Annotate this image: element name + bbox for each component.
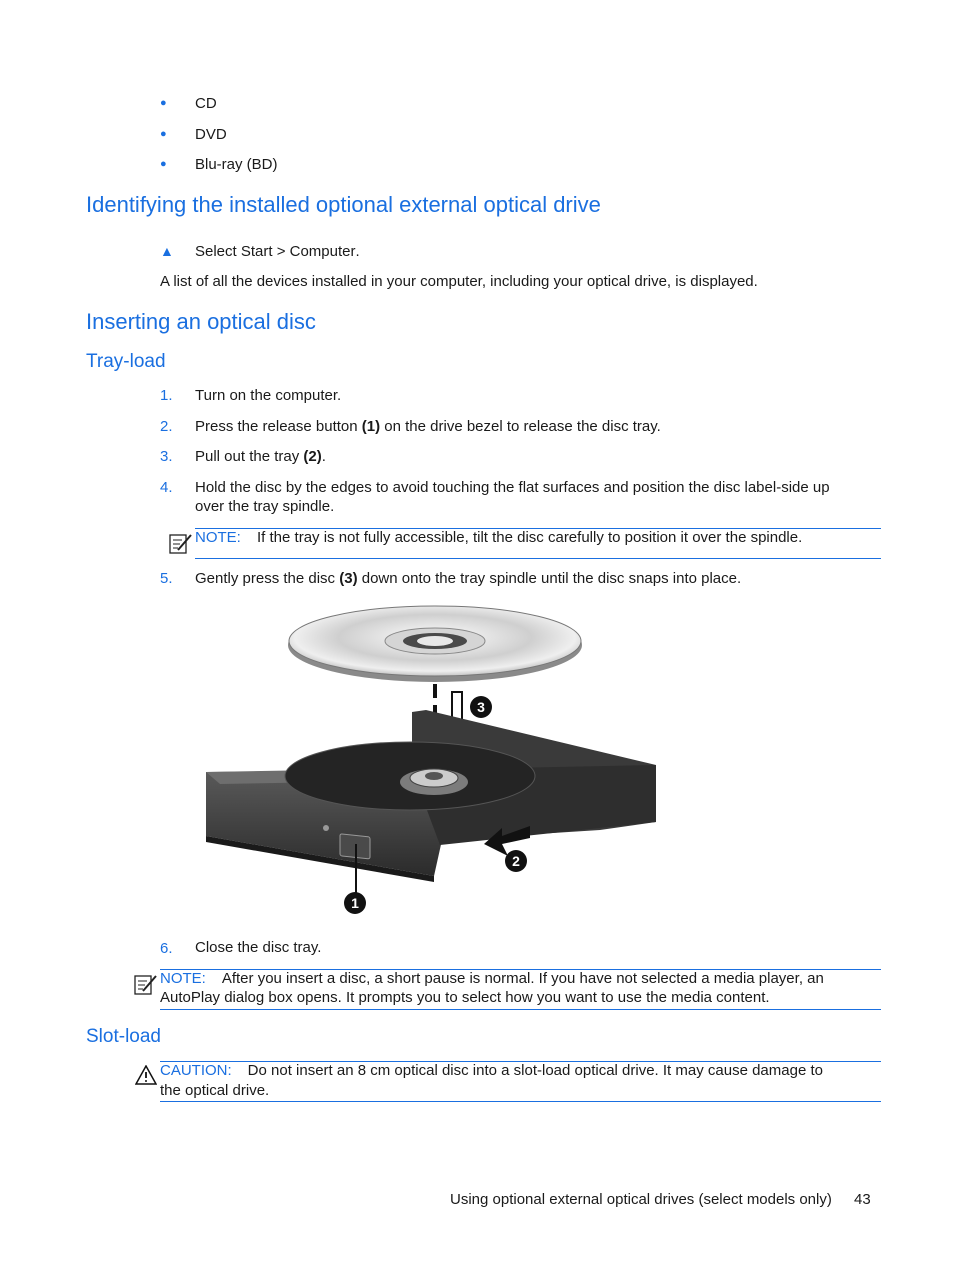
caution-box <box>160 1061 881 1101</box>
callout-ref: (3) <box>339 570 358 587</box>
step-text <box>195 447 326 466</box>
step-text: Close the disc tray. <box>195 939 322 956</box>
heading-slot-load: Slot-load <box>86 1026 161 1047</box>
bullet-item-bluray: Blu-ray (BD) <box>195 156 278 173</box>
caution-text: Do not insert an <box>247 1062 358 1079</box>
select-step <box>195 242 360 261</box>
step-path: Start > Computer <box>240 243 356 260</box>
callout-ref: (2) <box>303 448 322 465</box>
caution-text: the optical drive. <box>160 1082 270 1099</box>
devices-paragraph: A list of all the devices installed in your computer, including your optical drive, is displayed. <box>160 273 758 290</box>
bullet-dot: ● <box>160 128 167 140</box>
bullet-dot: ● <box>160 97 167 109</box>
step-suffix: . <box>355 243 360 260</box>
note-bottom-rule <box>160 1009 881 1010</box>
step-number: 3. <box>160 448 173 465</box>
step-number: 5. <box>160 570 173 587</box>
footer-title: Using optional external optical drives (select models only) <box>450 1191 832 1208</box>
bullet-dot: ● <box>160 158 167 170</box>
callout-ref: (1) <box>361 418 381 435</box>
step-text-part: . <box>321 448 326 465</box>
step-text <box>195 569 741 588</box>
note-text: If the tray is not fully accessible, tilt the disc carefully to position it over the spindle. <box>257 529 803 546</box>
step-text-part: Pull out the tray <box>195 448 304 465</box>
step-text-part: on the drive bezel to release the disc tray. <box>380 418 661 435</box>
caution-measure: 8 cm <box>357 1062 391 1079</box>
step-text-line: Hold the disc by the edges to avoid touching the flat surfaces and position the disc label-side up <box>195 479 830 496</box>
note-pencil-icon <box>133 973 159 997</box>
note-bottom-rule <box>195 558 881 559</box>
optical-drive-illustration <box>190 600 670 930</box>
step-text: Turn on the computer. <box>195 387 342 404</box>
step-text-part: Press the release button <box>195 418 362 435</box>
note-2 <box>160 969 881 1007</box>
step-number: 1. <box>160 387 173 404</box>
heading-inserting-disc: Inserting an optical disc <box>86 309 316 334</box>
heading-identifying-drive: Identifying the installed optional external optical drive <box>86 192 601 217</box>
page-footer <box>450 1191 871 1208</box>
step-text-line: over the tray spindle. <box>195 498 335 515</box>
disc <box>288 606 582 682</box>
note-label: NOTE: <box>195 529 241 546</box>
bullet-item-dvd: DVD <box>195 126 227 143</box>
heading-tray-load: Tray-load <box>86 351 166 372</box>
step-text-part: down onto the tray spindle until the disc snaps into place. <box>357 570 742 587</box>
step-number: 4. <box>160 479 173 496</box>
note-1 <box>195 528 802 547</box>
page-number: 43 <box>854 1191 871 1208</box>
triangle-step-marker: ▲ <box>160 243 174 259</box>
note-pencil-icon <box>168 532 194 556</box>
caution-label: CAUTION: <box>160 1062 232 1079</box>
caution-bottom-rule <box>160 1101 881 1102</box>
warning-triangle-icon <box>135 1065 157 1085</box>
step-text <box>195 417 661 436</box>
caution-text: optical disc into a slot-load optical drive. It may cause damage to <box>390 1062 823 1079</box>
callout-2: 2 <box>505 850 527 872</box>
step-text-part: Gently press the disc <box>195 570 340 587</box>
callout-3: 3 <box>470 696 492 718</box>
bullet-item-cd: CD <box>195 95 217 112</box>
step-number: 6. <box>160 940 173 957</box>
step-number: 2. <box>160 418 173 435</box>
step-text <box>195 478 885 516</box>
note-label: NOTE: <box>160 970 206 987</box>
note-text: After you insert a disc, a short pause is normal. If you have not selected a media player, an <box>221 970 824 987</box>
step-prefix: Select <box>195 243 241 260</box>
callout-1: 1 <box>344 892 366 914</box>
note-text: AutoPlay dialog box opens. It prompts you to select how you want to use the media content. <box>160 989 770 1006</box>
